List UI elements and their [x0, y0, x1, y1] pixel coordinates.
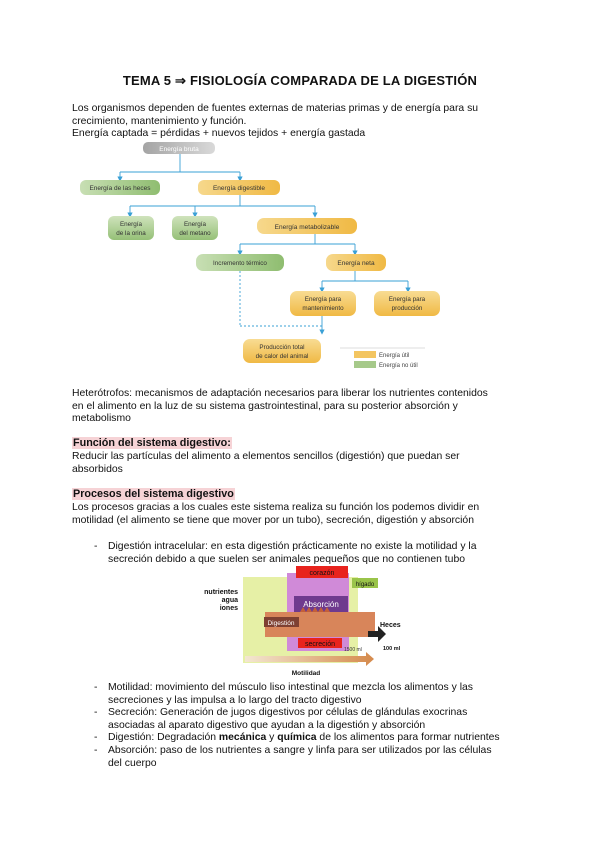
- higado-label: hígado: [355, 582, 375, 588]
- node-energia-bruta-label: Energía bruta: [159, 146, 199, 153]
- node-energia-orina-label-1: Energía: [119, 221, 143, 228]
- bullet-dash: -: [94, 745, 98, 756]
- node-energia-mantenimiento-label-1: Energía para: [304, 296, 342, 303]
- secrecion-label: secreción: [305, 641, 335, 648]
- procesos-line-2: motilidad (el alimento se tiene que mover por un tubo), secreción, digestión y absorción: [72, 514, 474, 526]
- funcion-line-2: absorbidos: [72, 463, 123, 475]
- node-energia-produccion-label-1: Energía para: [388, 296, 426, 303]
- heces-volume-label: 100 ml: [383, 646, 401, 652]
- bullet-dash: -: [94, 707, 98, 718]
- bullet-4-bold-quimica: química: [277, 732, 317, 743]
- node-energia-metabolizable-label: Energía metabolizable: [274, 224, 340, 231]
- node-produccion-calor-label-1: Producción total: [259, 344, 305, 351]
- node-energia-digestible-label: Energía digestible: [212, 185, 266, 192]
- unit-label: 1500 ml: [344, 647, 362, 653]
- bullet-1-line-2: secreción debido a que suelen ser animales pequeños que no contienen tubo: [108, 553, 466, 565]
- intro-line-3: Energía captada = pérdidas + nuevos tejidos + energía gastada: [72, 128, 366, 139]
- procesos-line-1: Los procesos gracias a los cuales este sistema realiza su función los podemos dividir en: [72, 502, 480, 513]
- node-energia-metano-label-2: del metano: [179, 230, 211, 237]
- absorcion-label: Absorción: [303, 600, 339, 609]
- legend-util-label: Energía útil: [379, 353, 410, 359]
- iones-label: iones: [219, 605, 238, 612]
- node-incremento-termico-label: Incremento térmico: [213, 260, 267, 267]
- funcion-line-1: Reducir las partículas del alimento a elementos sencillos (digestión) que puedan ser: [72, 451, 460, 462]
- bullet-5-line-2: del cuerpo: [108, 757, 157, 769]
- bullet-3-line-2: asociadas al aparato digestivo que ayudan a la digestión y absorción: [108, 719, 426, 731]
- node-energia-produccion-label-2: producción: [391, 305, 423, 312]
- funcion-heading: Función del sistema digestivo:: [73, 437, 231, 449]
- bullet-1-line-1: Digestión intracelular: en esta digestión prácticamente no existe la motilidad y la: [108, 541, 477, 552]
- digestion-label: Digestión: [267, 620, 295, 627]
- nutrientes-label: nutrientes: [204, 589, 238, 596]
- heterotrofos-line-3: metabolismo: [72, 413, 131, 424]
- node-energia-neta-label: Energía neta: [337, 260, 375, 267]
- bullet-4-bold-mecanica: mecánica: [218, 732, 267, 743]
- heces-label: Heces: [380, 622, 401, 629]
- intro-line-1: Los organismos dependen de fuentes externas de materias primas y de energía para su: [72, 103, 479, 114]
- intro-line-2: crecimiento, mantenimiento y función.: [72, 115, 247, 127]
- bullet-dash: -: [94, 682, 98, 693]
- bullet-4-post: de los alimentos para formar nutrientes: [319, 732, 500, 743]
- node-energia-metano-label-1: Energía: [183, 221, 207, 228]
- bullet-4-line-1: [108, 732, 538, 745]
- bullet-2-line-2: secreciones y las impulsa a lo largo del tracto digestivo: [108, 694, 362, 706]
- agua-label: agua: [221, 597, 238, 604]
- node-produccion-calor-label-2: de calor del animal: [255, 353, 309, 360]
- heterotrofos-line-2: en el alimento en la luz de su sistema gastrointestinal, para su posterior absorción y: [72, 400, 458, 412]
- bullet-4-mid: y: [269, 732, 275, 743]
- page-title: TEMA 5 ⇒ FISIOLOGÍA COMPARADA DE LA DIGESTIÓN: [122, 73, 478, 88]
- bullet-3-line-1: Secreción: Generación de jugos digestivos por células de glándulas exocrinas: [108, 707, 468, 718]
- node-energia-mantenimiento-label-2: mantenimiento: [302, 305, 344, 312]
- corazon-label: corazón: [309, 570, 335, 577]
- heterotrofos-line-1: Heterótrofos: mecanismos de adaptación necesarios para liberar los nutrientes contenidos: [72, 388, 488, 399]
- motilidad-label: Motilidad: [291, 670, 321, 677]
- bullet-5-line-1: Absorción: paso de los nutrientes a sangre y linfa para ser utilizados por las células: [108, 745, 492, 756]
- bullet-dash: -: [94, 732, 98, 743]
- bullet-dash: -: [94, 541, 98, 552]
- legend-no-util-label: Energía no útil: [379, 363, 418, 369]
- node-energia-orina-label-2: de la orina: [116, 230, 146, 237]
- bullet-4-pre: Digestión: Degradación: [108, 732, 217, 743]
- procesos-heading: Procesos del sistema digestivo: [73, 488, 234, 500]
- bullet-2-line-1: Motilidad: movimiento del músculo liso intestinal que mezcla los alimentos y las: [108, 682, 473, 693]
- node-energia-heces-label: Energía de las heces: [89, 185, 151, 192]
